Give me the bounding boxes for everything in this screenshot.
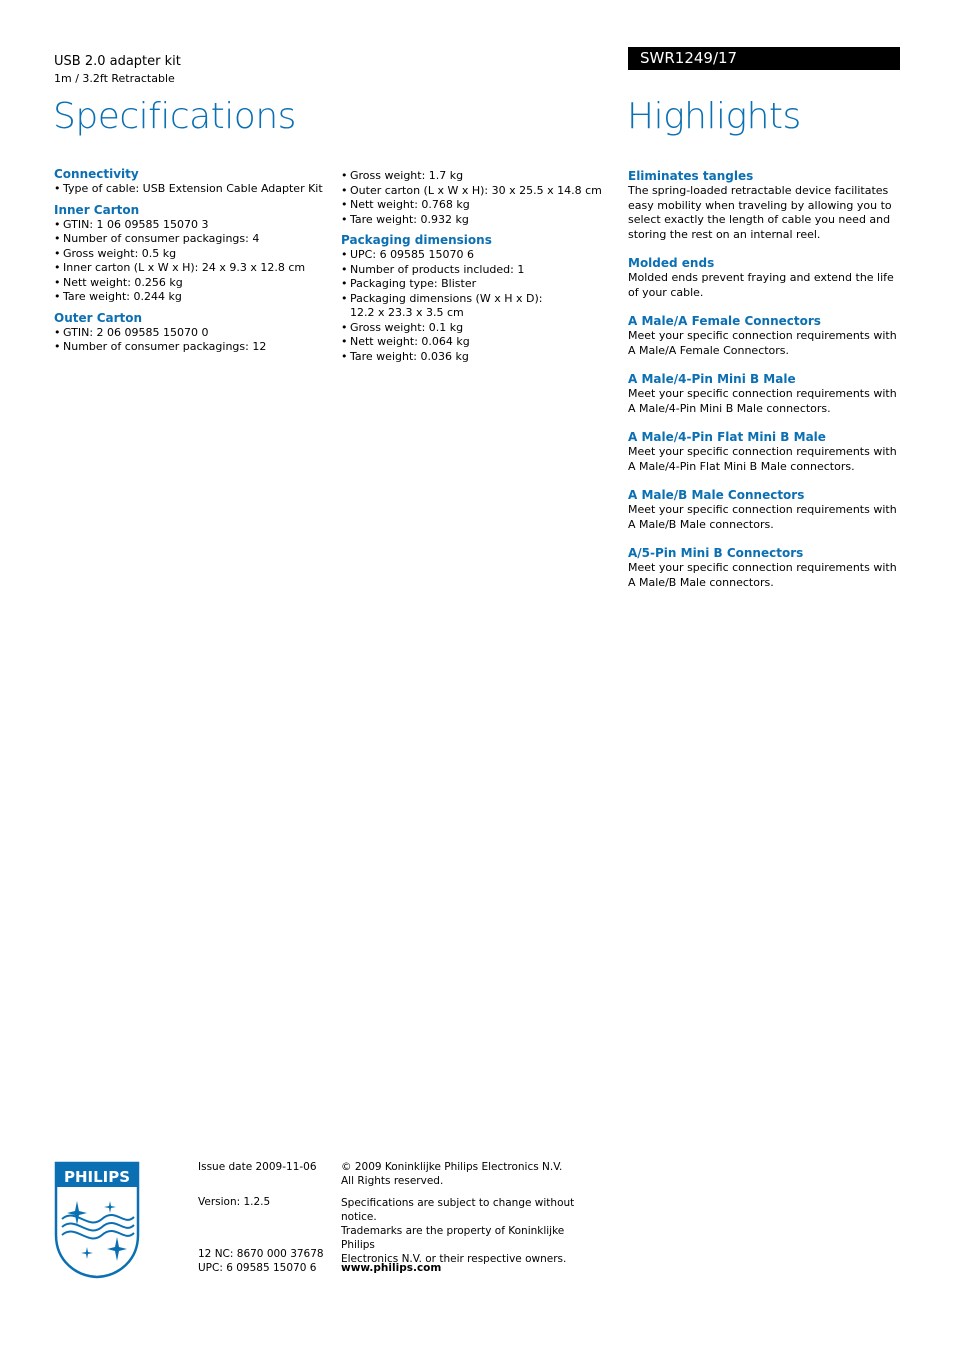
- list-item: • Nett weight: 0.768 kg: [341, 198, 611, 213]
- copyright-line: All Rights reserved.: [341, 1175, 444, 1187]
- specs-column-left: [54, 167, 334, 355]
- highlight-text: Meet your specific connection requirements with A Male/4-Pin Flat Mini B Male connectors.: [628, 445, 897, 473]
- highlight-heading: A/5-Pin Mini B Connectors: [628, 546, 804, 560]
- section-heading-outer-carton: Outer Carton: [54, 310, 143, 325]
- highlights-title: Highlights: [627, 96, 801, 137]
- list-item: • Nett weight: 0.256 kg: [54, 276, 334, 291]
- copyright-line: © 2009 Koninklijke Philips Electronics N.V.: [341, 1161, 563, 1173]
- list-item: • Number of consumer packagings: 12: [54, 340, 334, 355]
- product-subtitle: 1m / 3.2ft Retractable: [54, 72, 175, 85]
- connectivity-list: [54, 182, 334, 197]
- specs-column-right: [341, 169, 611, 364]
- highlight-text: Meet your specific connection requirements with A Male/B Male connectors.: [628, 503, 897, 531]
- notice-line: Trademarks are the property of Koninklijke Philips: [341, 1225, 565, 1251]
- highlight-heading: Molded ends: [628, 256, 715, 270]
- list-item: • GTIN: 1 06 09585 15070 3: [54, 218, 334, 233]
- highlights-column: [628, 169, 900, 590]
- list-item: • Number of products included: 1: [341, 263, 611, 278]
- list-item: • Type of cable: USB Extension Cable Adapter Kit: [54, 182, 334, 197]
- inner-carton-list: [54, 218, 334, 305]
- highlight-text: Meet your specific connection requirements with A Male/4-Pin Mini B Male connectors.: [628, 387, 897, 415]
- highlight-text: Meet your specific connection requirements with A Male/A Female Connectors.: [628, 329, 897, 357]
- list-item: • Packaging dimensions (W x H x D): 12.2 x 23.3 x 3.5 cm: [341, 292, 550, 321]
- logo-wordmark: PHILIPS: [63, 1168, 131, 1186]
- philips-shield-logo: [54, 1161, 140, 1279]
- list-item: • UPC: 6 09585 15070 6: [341, 248, 611, 263]
- list-item: • Tare weight: 0.244 kg: [54, 290, 334, 305]
- section-heading-inner-carton: Inner Carton: [54, 202, 140, 217]
- list-item: • Gross weight: 1.7 kg: [341, 169, 611, 184]
- copyright: [341, 1160, 601, 1188]
- list-item: • Tare weight: 0.036 kg: [341, 350, 611, 365]
- section-heading-packaging-dimensions: Packaging dimensions: [341, 233, 492, 247]
- list-item: • Gross weight: 0.1 kg: [341, 321, 611, 336]
- list-item: • Outer carton (L x W x H): 30 x 25.5 x 14.8 cm: [341, 184, 611, 199]
- website-link[interactable]: www.philips.com: [341, 1262, 442, 1274]
- section-heading-connectivity: Connectivity: [54, 167, 139, 181]
- version: Version: 1.2.5: [198, 1196, 271, 1208]
- product-name: USB 2.0 adapter kit: [54, 54, 181, 69]
- list-item: • Nett weight: 0.064 kg: [341, 335, 611, 350]
- legal-notice: [341, 1196, 601, 1266]
- outer-carton-list-continued: [341, 169, 611, 227]
- highlight-heading: A Male/B Male Connectors: [628, 488, 805, 502]
- list-item: • Inner carton (L x W x H): 24 x 9.3 x 12.8 cm: [54, 261, 334, 276]
- list-item: • Number of consumer packagings: 4: [54, 232, 334, 247]
- highlight-text: Meet your specific connection requirements with A Male/B Male connectors.: [628, 561, 897, 589]
- highlight-text: Molded ends prevent fraying and extend the life of your cable.: [628, 271, 894, 299]
- highlight-heading: Eliminates tangles: [628, 169, 754, 183]
- list-item: • GTIN: 2 06 09585 15070 0: [54, 326, 334, 341]
- specifications-title: Specifications: [53, 96, 296, 137]
- nc-code: 12 NC: 8670 000 37678: [198, 1248, 324, 1260]
- list-item: • Gross weight: 0.5 kg: [54, 247, 334, 262]
- highlight-heading: A Male/4-Pin Mini B Male: [628, 372, 796, 386]
- highlight-text: The spring-loaded retractable device facilitates easy mobility when traveling by allowing you to select exactly the length of cable you need and storing the rest on an internal reel.: [628, 184, 892, 241]
- list-item: • Tare weight: 0.932 kg: [341, 213, 611, 228]
- notice-line: Electronics N.V. or their respective owners.: [341, 1253, 567, 1265]
- list-item: • Packaging type: Blister: [341, 277, 611, 292]
- issue-date: Issue date 2009-11-06: [198, 1161, 317, 1173]
- product-codes: [198, 1247, 324, 1275]
- packaging-list: [341, 248, 611, 364]
- model-number-badge: SWR1249/17: [628, 47, 900, 70]
- notice-line: Specifications are subject to change without notice.: [341, 1197, 575, 1223]
- upc-code: UPC: 6 09585 15070 6: [198, 1262, 317, 1274]
- highlight-heading: A Male/4-Pin Flat Mini B Male: [628, 430, 826, 444]
- outer-carton-list: [54, 326, 334, 355]
- highlight-heading: A Male/A Female Connectors: [628, 314, 821, 328]
